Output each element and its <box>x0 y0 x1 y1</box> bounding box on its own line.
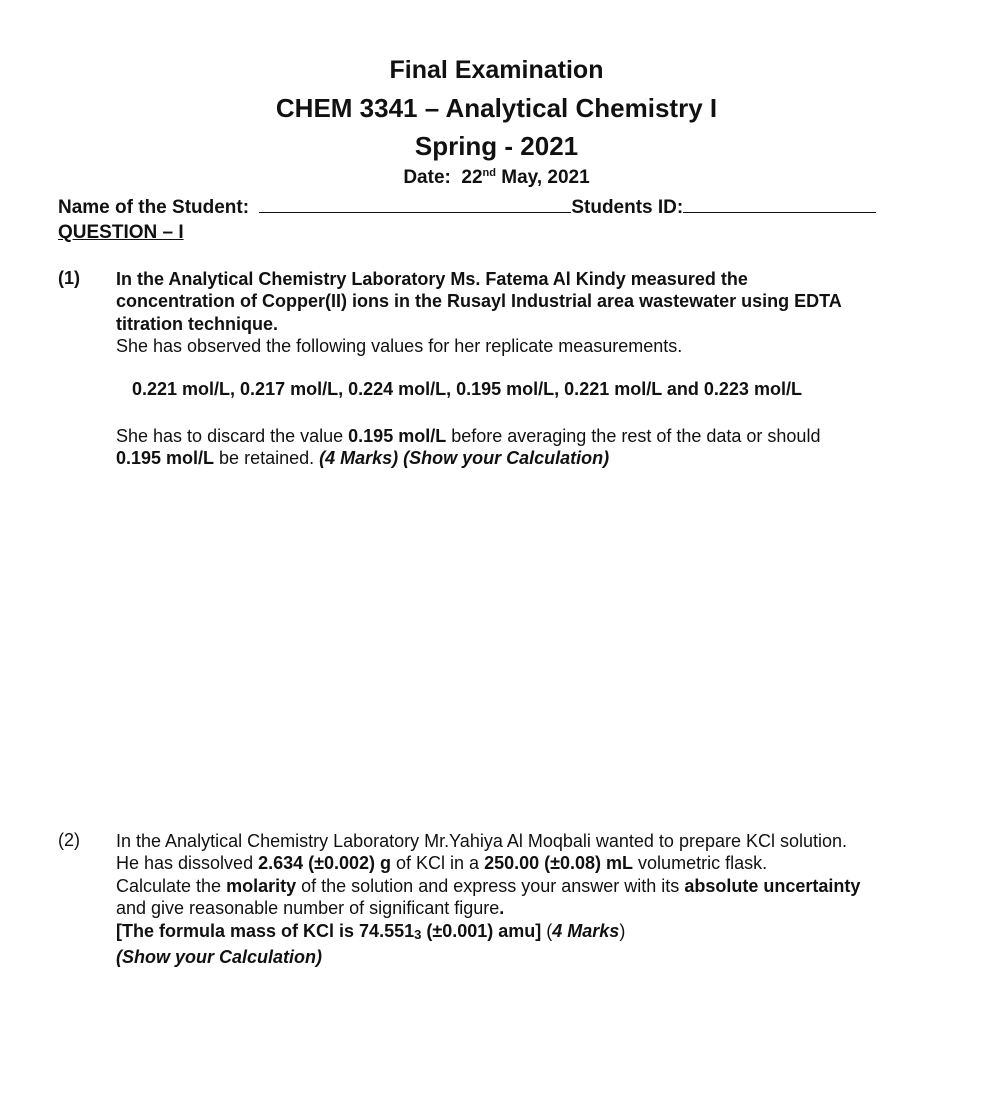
q1-ask-line-2 <box>116 447 938 469</box>
question-1-number: (1) <box>58 268 80 288</box>
q2-formula-mass-a: [The formula mass of KCl is 74.551 <box>116 920 415 941</box>
q2-line-5 <box>116 920 938 946</box>
exam-date <box>0 167 993 189</box>
q2-line-3 <box>116 875 938 897</box>
date-suffix: nd <box>482 167 496 179</box>
q2-line-2-c: volumetric flask. <box>633 853 768 874</box>
q2-line-1: In the Analytical Chemistry Laboratory Mr.Yahiya Al Moqbali wanted to prepare KCl solution. <box>116 831 848 851</box>
q1-ask-a: She has to discard the value <box>116 426 349 446</box>
q1-ask-c: be retained. <box>214 448 320 469</box>
question-1 <box>116 268 938 358</box>
question-2-number: (2) <box>58 830 80 850</box>
q1-question <box>116 425 938 470</box>
q2-volume: 250.00 (±0.08) mL <box>484 853 634 874</box>
id-label: Students ID: <box>571 197 684 218</box>
q2-line-5-c: ( <box>541 920 553 941</box>
q1-observed: She has observed the following values for her replicate measurements. <box>116 336 683 357</box>
q2-show-calculation: (Show your Calculation) <box>116 947 323 968</box>
q2-line-2-a: He has dissolved <box>116 853 259 874</box>
date-rest: May, 2021 <box>501 167 590 188</box>
section-title: QUESTION – I <box>58 222 184 243</box>
exam-title: Final Examination <box>389 56 604 84</box>
q2-line-2-b: of KCl in a <box>391 853 485 874</box>
q1-ask-b: before averaging the rest of the data or should <box>446 426 821 446</box>
q2-line-2 <box>116 852 938 874</box>
q2-line-4-dot: . <box>499 898 505 919</box>
q2-marks: 4 Marks <box>552 920 620 941</box>
q2-molarity: molarity <box>226 875 297 896</box>
q2-mass: 2.634 (±0.002) g <box>258 853 392 874</box>
q1-marks: (4 Marks) (Show your Calculation) <box>319 448 610 469</box>
q1-intro-line-3: titration technique. <box>116 313 278 334</box>
q2-absolute-uncertainty: absolute uncertainty <box>684 875 861 896</box>
student-fields <box>58 194 876 219</box>
q1-ask-value-2: 0.195 mol/L <box>116 448 215 469</box>
q2-formula-mass-b: (±0.001) amu] <box>421 920 542 941</box>
date-day: 22 <box>461 167 483 188</box>
q1-intro-line-1: In the Analytical Chemistry Laboratory Ms. Fatema Al Kindy measured the <box>116 269 748 289</box>
date-label: Date: <box>403 167 451 188</box>
q2-line-4-text: and give reasonable number of significant figure <box>116 898 500 919</box>
q1-intro-line-2: concentration of Copper(II) ions in the Rusayl Industrial area wastewater using EDTA <box>116 291 842 312</box>
term: Spring - 2021 <box>414 131 579 161</box>
q1-ask-line-1 <box>116 425 938 447</box>
q2-formula-mass-sub: 3 <box>414 926 422 942</box>
name-blank[interactable] <box>259 194 571 213</box>
q2-line-4 <box>116 897 938 919</box>
q1-ask-value-1: 0.195 mol/L <box>348 426 447 446</box>
question-2 <box>116 830 938 968</box>
q2-line-5-d: ) <box>619 920 626 941</box>
q2-line-3-a: Calculate the <box>116 875 227 896</box>
q2-line-3-b: of the solution and express your answer with its <box>296 875 685 896</box>
id-blank[interactable] <box>683 194 876 213</box>
name-label: Name of the Student: <box>58 197 250 218</box>
course-title: CHEM 3341 – Analytical Chemistry I <box>275 93 718 123</box>
q1-values: 0.221 mol/L, 0.217 mol/L, 0.224 mol/L, 0.195 mol/L, 0.221 mol/L and 0.223 mol/L <box>132 379 802 399</box>
